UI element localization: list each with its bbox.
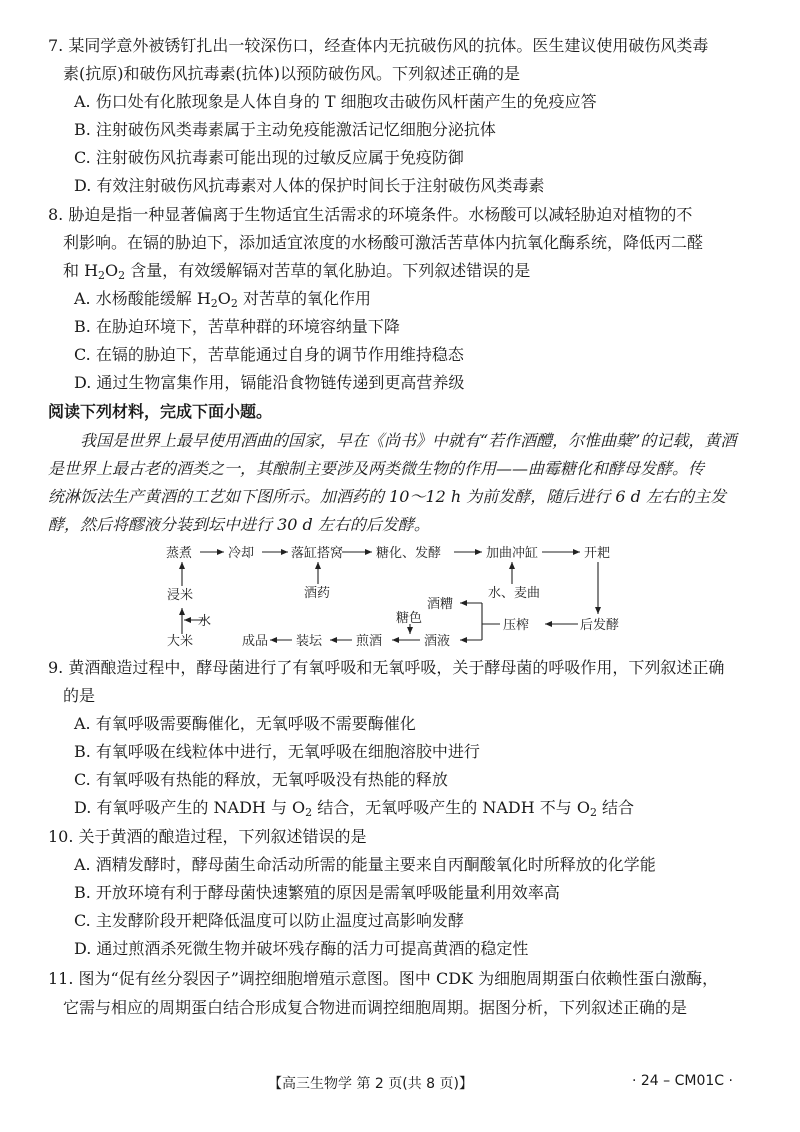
q10-option-b: B. 开放环境有利于酵母菌快速繁殖的原因是需氧呼吸能量利用效率高 <box>74 883 560 902</box>
node-luogang: 落缸搭窝 <box>291 546 344 561</box>
node-shuimaiqu: 水、麦曲 <box>488 586 541 601</box>
node-kaipa: 开耙 <box>584 546 611 561</box>
q9-option-a: A. 有氧呼吸需要酶催化，无氧呼吸不需要酶催化 <box>74 714 416 733</box>
passage-line2: 是世界上最古老的酒类之一，其酿制主要涉及两类微生物的作用——曲霉糖化和酵母发酵。传 <box>48 459 705 478</box>
q9-stem-line2: 的是 <box>63 686 96 705</box>
node-shui: 水 <box>198 614 212 629</box>
q10-option-c: C. 主发酵阶段开耙降低温度可以防止温度过高影响发酵 <box>74 911 464 930</box>
passage-line1: 我国是世界上最早使用酒曲的国家，早在《尚书》中就有“若作酒醴，尔惟曲蘖”的记载，黄酒 <box>80 431 737 450</box>
passage-line4: 酵，然后将醪液分装到坛中进行 30 d 左右的后发酵。 <box>48 515 430 534</box>
q10-option-d: D. 通过煎酒杀死微生物并破坏残存酶的活力可提高黄酒的稳定性 <box>74 939 529 958</box>
q8-option-b: B. 在胁迫环境下，苦草种群的环境容纳量下降 <box>74 317 400 336</box>
node-houfajiao: 后发酵 <box>580 618 620 633</box>
q7-option-c: C. 注射破伤风抗毒素可能出现的过敏反应属于免疫防御 <box>74 148 464 167</box>
node-jiuyao: 酒药 <box>304 586 331 601</box>
q9-stem-line1: 9. 黄酒酿造过程中，酵母菌进行了有氧呼吸和无氧呼吸，关于酵母菌的呼吸作用，下列叙述正确 <box>48 658 725 677</box>
q8-option-c: C. 在镉的胁迫下，苦草能通过自身的调节作用维持稳态 <box>74 345 464 364</box>
node-jinmi: 浸米 <box>167 588 194 603</box>
node-dami: 大米 <box>167 634 194 649</box>
q9-option-d: D. 有氧呼吸产生的 NADH 与 $O_2$ 结合，无氧呼吸产生的 NADH 不与 $O_2$ 结合 <box>74 798 635 819</box>
node-lengque: 冷却 <box>228 546 255 561</box>
node-zhuangtan: 装坛 <box>296 634 323 649</box>
q9-option-c: C. 有氧呼吸有热能的释放，无氧呼吸没有热能的释放 <box>74 770 448 789</box>
q7-option-b: B. 注射破伤风类毒素属于主动免疫能激活记忆细胞分泌抗体 <box>74 120 496 139</box>
node-jiaqu: 加曲冲缸 <box>486 546 539 561</box>
footer-page-label: 【高三生物学 第 2 页(共 8 页)】 <box>268 1076 473 1092</box>
q8-stem-line1: 8. 胁迫是指一种显著偏离于生物适宜生活需求的环境条件。水杨酸可以减轻胁迫对植物的不 <box>48 205 693 224</box>
node-jiuzao: 酒糟 <box>427 597 454 612</box>
q7-stem-line1: 7. 某同学意外被锈钉扎出一较深伤口，经查体内无抗破伤风的抗体。医生建议使用破伤风类毒 <box>48 36 709 55</box>
q10-stem: 10. 关于黄酒的酿造过程，下列叙述错误的是 <box>48 827 367 846</box>
node-chengpin: 成品 <box>242 634 269 649</box>
q8-option-d: D. 通过生物富集作用，镉能沿食物链传递到更高营养级 <box>74 373 465 392</box>
node-jianjiu: 煎酒 <box>356 634 383 649</box>
q7-option-a: A. 伤口处有化脓现象是人体自身的 T 细胞攻击破伤风杆菌产生的免疫应答 <box>74 92 597 111</box>
q11-stem-line2: 它需与相应的周期蛋白结合形成复合物进而调控细胞周期。据图分析，下列叙述正确的是 <box>63 998 688 1017</box>
q10-option-a: A. 酒精发酵时，酵母菌生命活动所需的能量主要来自丙酮酸氧化时所释放的化学能 <box>74 855 656 874</box>
section-title: 阅读下列材料，完成下面小题。 <box>48 402 273 421</box>
node-tangse: 糖色 <box>396 611 423 626</box>
q11-stem-line1: 11. 图为“促有丝分裂因子”调控细胞增殖示意图。图中 CDK 为细胞周期蛋白依赖性蛋白激酶， <box>48 969 719 988</box>
passage-line3: 统淋饭法生产黄酒的工艺如下图所示。加酒药的 10～12 h 为前发酵，随后进行 6 d 左右的主发 <box>48 487 726 506</box>
q9-option-b: B. 有氧呼吸在线粒体中进行，无氧呼吸在细胞溶胶中进行 <box>74 742 480 761</box>
node-yazha: 压榨 <box>503 618 530 633</box>
node-tanghua: 糖化、发酵 <box>376 546 442 561</box>
node-zhengzhu: 蒸煮 <box>166 546 193 561</box>
q7-option-d: D. 有效注射破伤风抗毒素对人体的保护时间长于注射破伤风类毒素 <box>74 176 545 195</box>
q8-stem-line2: 利影响。在镉的胁迫下，添加适宜浓度的水杨酸可激活苦草体内抗氧化酶系统，降低丙二醛 <box>63 233 704 252</box>
footer-code: · 24 – CM01C · <box>632 1073 733 1089</box>
q8-stem-line3: 和 $H_2O_2$ 含量，有效缓解镉对苦草的氧化胁迫。下列叙述错误的是 <box>63 261 531 282</box>
q8-option-a: A. 水杨酸能缓解 $H_2O_2$ 对苦草的氧化作用 <box>74 289 371 310</box>
node-jiuye: 酒液 <box>424 634 451 649</box>
q7-stem-line2: 素(抗原)和破伤风抗毒素(抗体)以预防破伤风。下列叙述正确的是 <box>63 64 520 83</box>
